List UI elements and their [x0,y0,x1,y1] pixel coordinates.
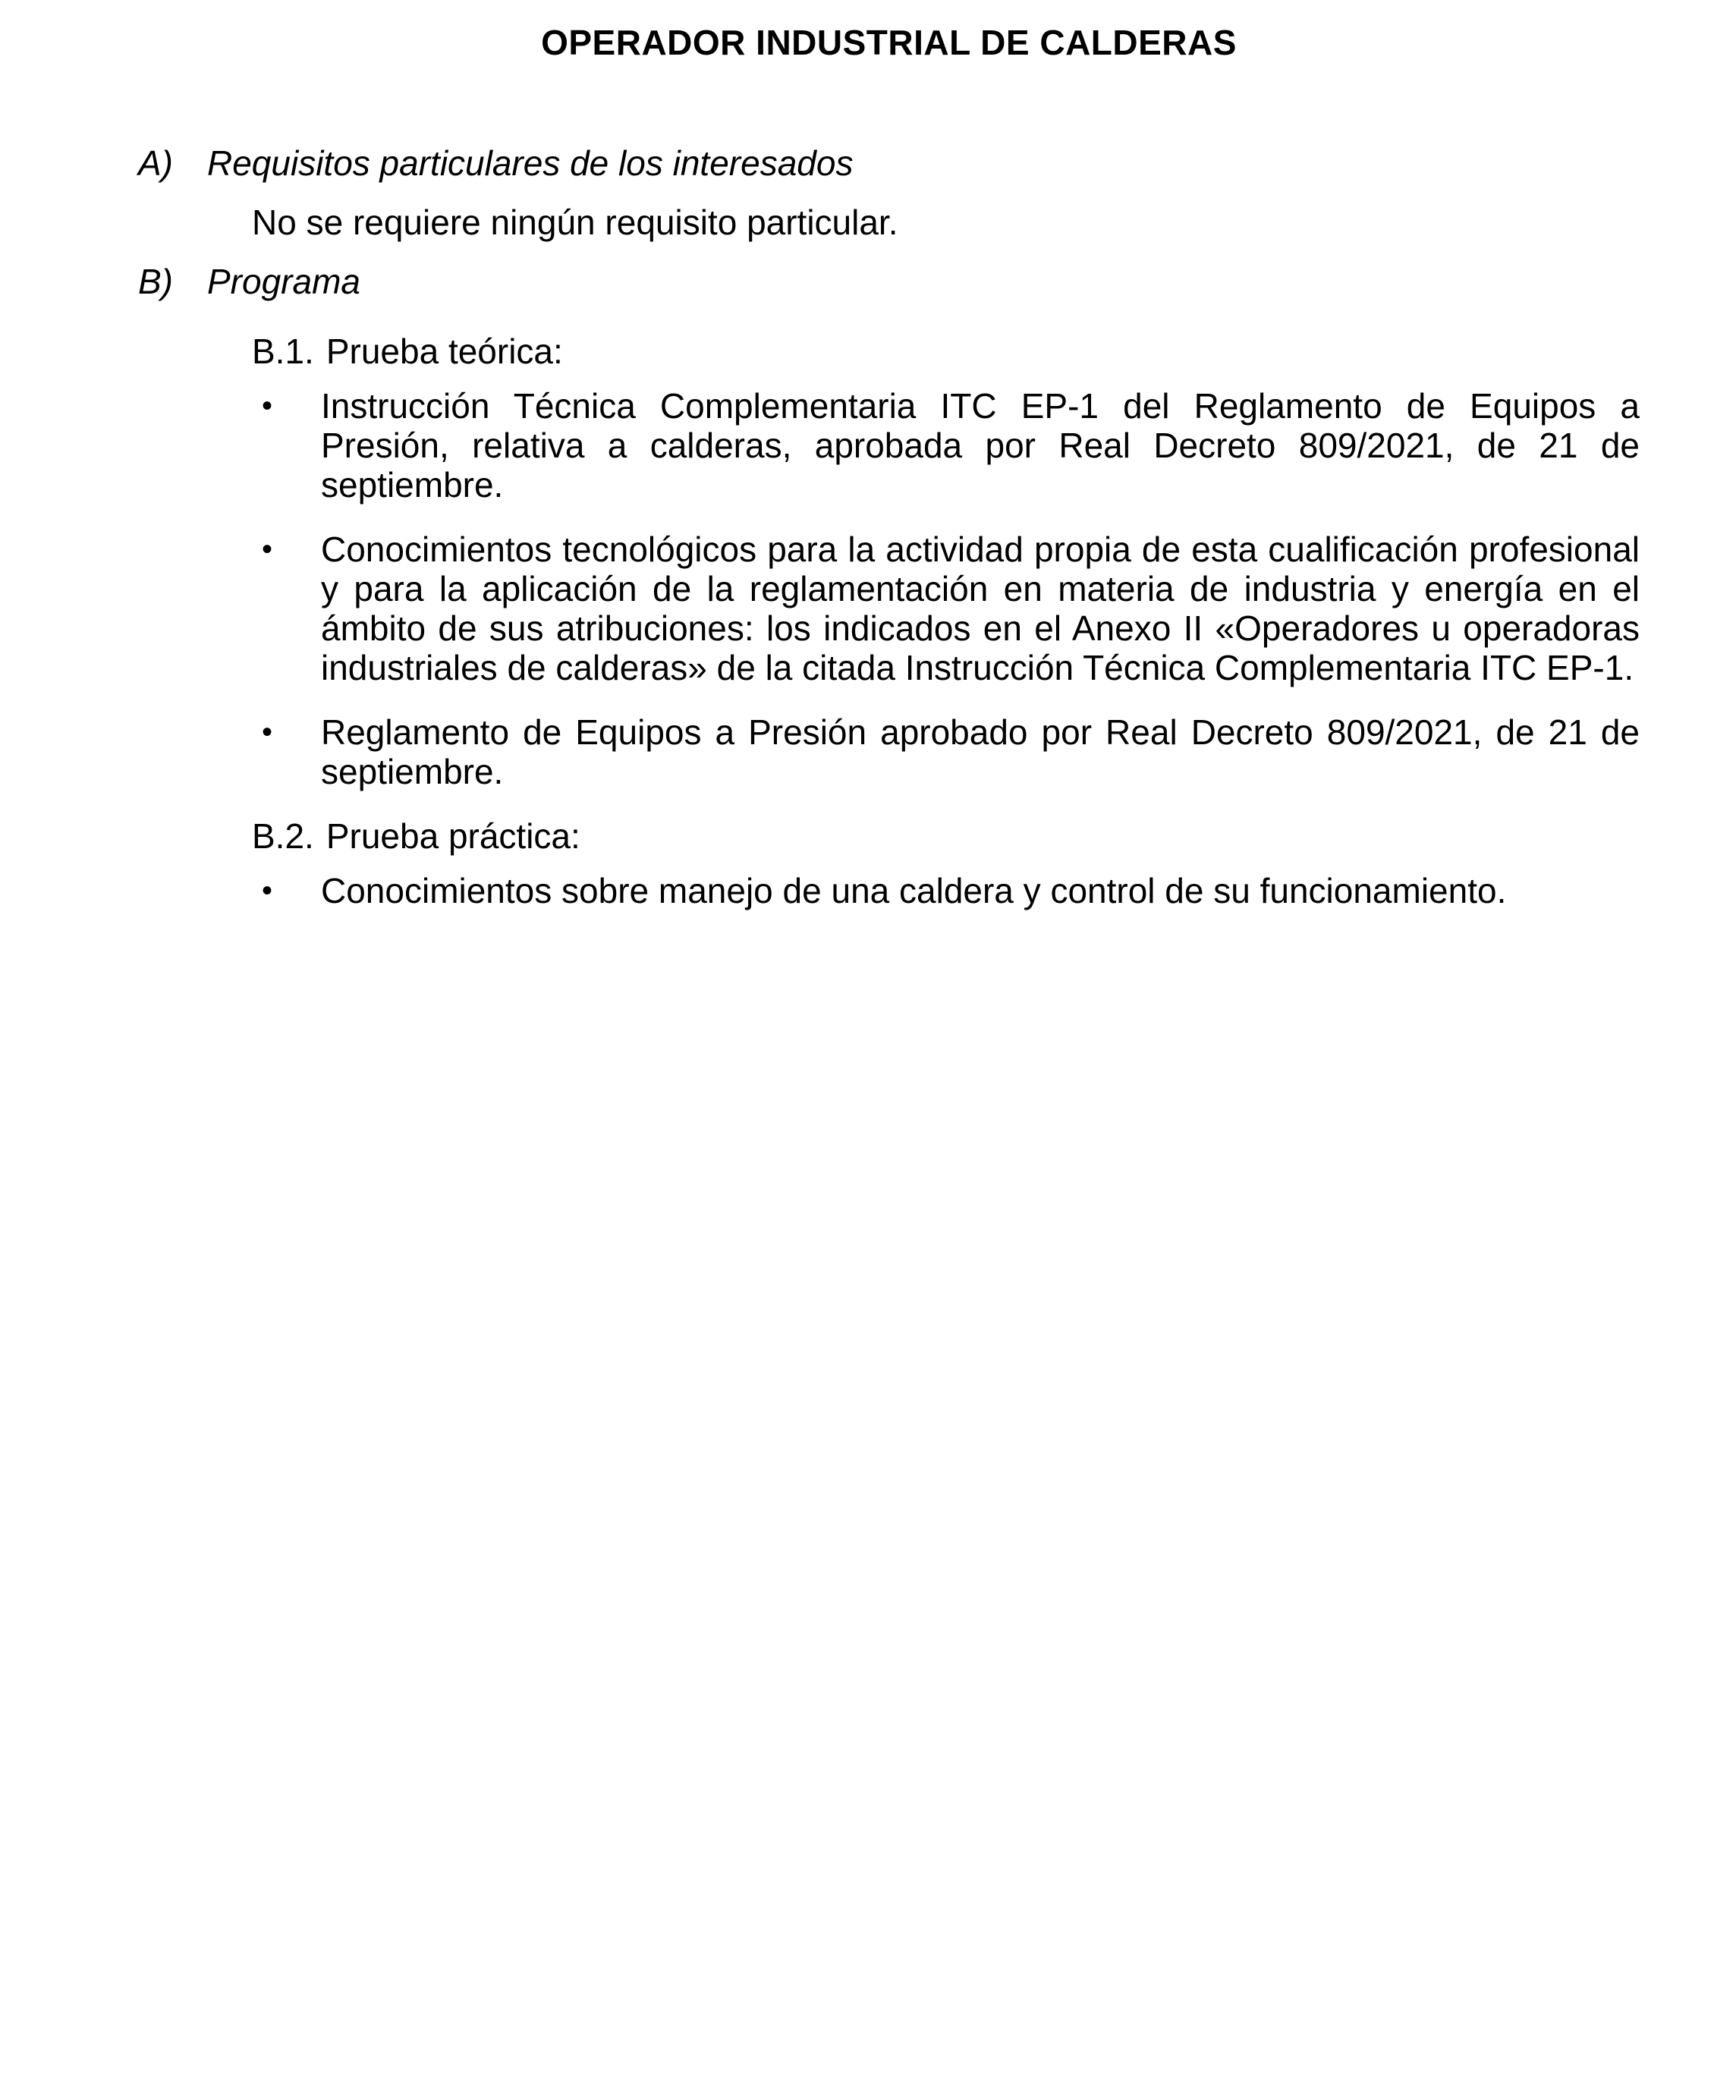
subsection-b1-heading-row [252,332,1640,371]
bullet-icon: • [262,715,273,749]
section-a-heading: Requisitos particulares de los interesados [207,143,854,183]
subsection-b1-heading: Prueba teórica: [326,332,563,371]
bullet-list-b1 [138,386,1640,791]
bullet-list-b2 [138,871,1640,910]
section-a-paragraph: No se requiere ningún requisito particular. [252,203,898,242]
subsection-b2-label: B.2. [252,816,314,856]
list-item [262,712,1640,791]
section-a-label: A) [138,143,173,183]
section-a-heading-row [138,143,1640,183]
list-item-text: Conocimientos tecnológicos para la actividad propia de esta cualificación profesional y para la aplicación de la reglamentación en materia de industria y energía en el ámbito de sus atribuciones: los indicados en el Anexo II «Operadores u operadoras industriales de calderas» de la citada Instrucción Técnica Complementaria ITC EP-1. [321,530,1640,687]
list-item [262,386,1640,505]
subsection-b2-heading: Prueba práctica: [326,816,580,856]
list-item [262,530,1640,687]
list-item-text: Conocimientos sobre manejo de una caldera y control de su funcionamiento. [321,871,1507,910]
document-title: OPERADOR INDUSTRIAL DE CALDERAS [541,23,1237,62]
section-b-heading: Programa [207,262,360,301]
bullet-icon: • [262,874,273,907]
section-b-label: B) [138,262,173,301]
bullet-icon: • [262,533,273,566]
bullet-icon: • [262,389,273,423]
list-item [262,871,1640,910]
section-b-heading-row [138,262,1640,301]
list-item-text: Instrucción Técnica Complementaria ITC EP-1 del Reglamento de Equipos a Presión, relativa a calderas, aprobada por Real Decreto 809/2021, de 21 de septiembre. [321,386,1640,505]
subsection-b2-heading-row [252,816,1640,856]
list-item-text: Reglamento de Equipos a Presión aprobado por Real Decreto 809/2021, de 21 de septiembre. [321,712,1640,791]
subsection-b1-label: B.1. [252,332,314,371]
